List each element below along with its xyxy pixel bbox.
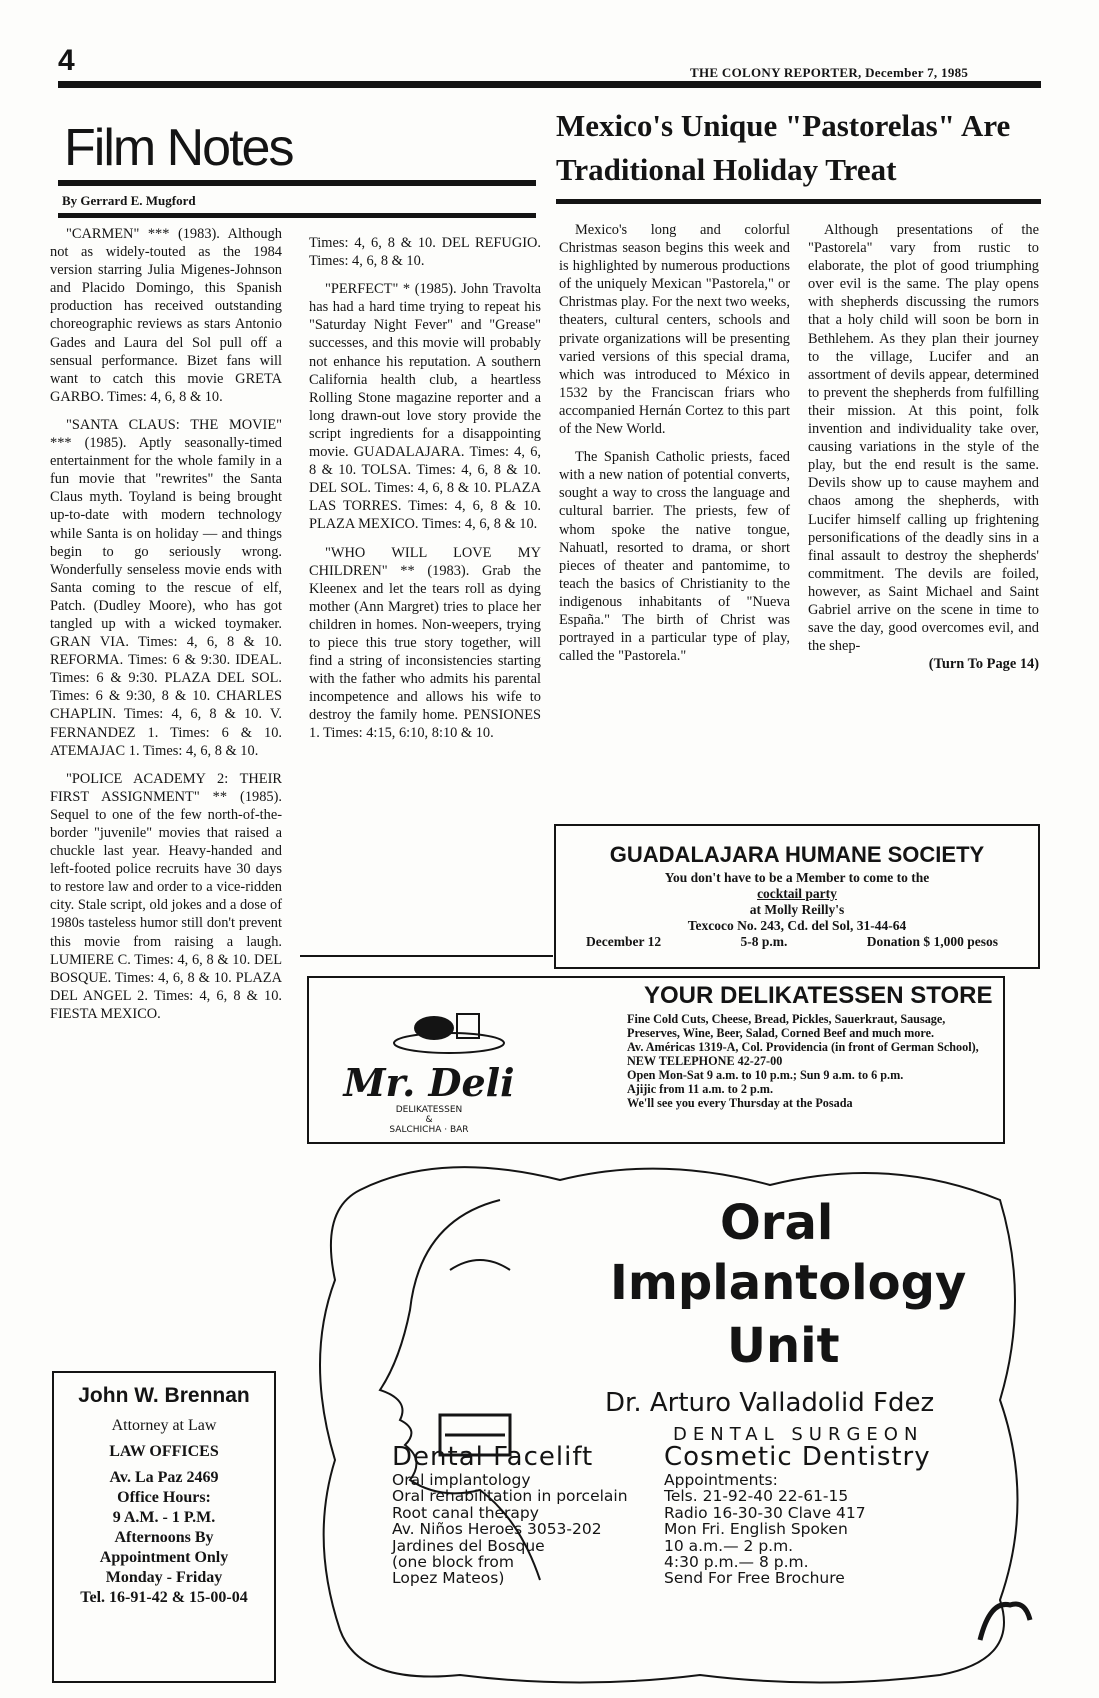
brennan-offices: LAW OFFICES (109, 1443, 219, 1460)
oral-ad-border (300, 1160, 1040, 1690)
oral-left-line: Oral implantology (392, 1471, 531, 1489)
top-rule (58, 81, 1041, 88)
humane-time: 5-8 p.m. (740, 934, 788, 949)
oral-right-line: 4:30 p.m.— 8 p.m. (664, 1553, 809, 1572)
santa-claus-review: "SANTA CLAUS: THE MOVIE" *** (1985). Aptly seasonally-timed entertainment for the whole family in a fun movie that "rewrites" the Santa Claus myth. Toyland is being brought up-to-date with modern technology while Santa is on holiday — and things begin to go seriously wrong. Wonderfully senseless movie ends with Santa coming to the rescue of elf, Patch. (Dudley Moore), who has got tangled up with a wicked toymaker. GRAN VIA. Times: 4, 6, 8 & 10. REFORMA. Times: 6 & 9:30. IDEAL. Times: 6 & 9:30. PLAZA DEL SOL. Times: 6 & 9:30, 8 & 10. CHARLES CHAPLIN. Times: 4, 6, 8 & 10. V. FERNANDEZ 1. Times: 6 & 10. ATEMAJAC 1. Times: 4, 6, 8 & 10. (50, 416, 282, 759)
humane-date: December 12 (586, 934, 662, 949)
byline-rule (58, 213, 536, 218)
pastorelas-para-2: The Spanish Catholic priests, faced with a new nation of potential converts, sought a way to cross the language and cultural barrier. The priests, few of whom spoke the native tongue, Nahuatl, resorted to drama, or short pieces of theater and pantomime, to teach the basics of Christianity to the indigenous inhabitants of "Nueva España." The birth of Christ was portrayed in a particular type of play, called the "Pastorela." (559, 449, 790, 665)
mr-deli-logo (329, 998, 529, 1135)
police-academy-review: "POLICE ACADEMY 2: THEIR FIRST ASSIGNMENT" ** (1985). Sequel to one of the few north-of-the-border "juvenile" movies that raised a chuckle last year. Heavy-handed and left-footed police recruits have 30 days to restore law and order to a vice-ridden city. Stale script, old jokes and a dose of 1980s tasteless humor still don't prevent this movie from raising a laugh. LUMIERE C. Times: 4, 6, 8 & 10. DEL BOSQUE. Times: 4, 6, 8 & 10. PLAZA DEL ANGEL 2. Times: 4, 6, 8 & 10. FIESTA MEXICO. (50, 770, 282, 1022)
brennan-appt: Appointment Only (99, 1549, 229, 1566)
brennan-tel: Tel. 16-91-42 & 15-00-04 (80, 1589, 248, 1606)
brennan-afternoons: Afternoons By (114, 1529, 214, 1546)
carmen-review: "CARMEN" *** (1983). Although not as widely-touted as the 1984 version starring Julia Migenes-Johnson and Placido Domingo, this Spanish production has received outstanding choreographic reviews as stars Antonio Gades and Laura del Sol pull off a sensual performance. Bizet fans will want to catch this movie GRETA GARBO. Times: 4, 6, 8 & 10. (50, 226, 282, 405)
pastorelas-headline: Mexico's Unique "Pastorelas" Are Traditional Holiday Treat (556, 108, 1011, 187)
deli-products: Fine Cold Cuts, Cheese, Bread, Pickles, Sauerkraut, Sausage, Preserves, Wine, Beer, Salad, Corned Beef and much more. (627, 1012, 946, 1040)
oral-title-1: Oral (720, 1195, 834, 1251)
humane-line-1: You don't have to be a Member to come to the (664, 870, 930, 885)
oral-left-line: Oral rehabilitation in porcelain (392, 1487, 628, 1506)
perfect-review: "PERFECT" * (1985). John Travolta has had a hard time trying to repeat his "Saturday Night Fever" and "Grease" successes, and this movie will probably not enhance his reputation. A southern California health club, a heartless Rolling Stone magazine reporter and a long drawn-out love story provide the script ingredients for a disappointing movie. GUADALAJARA. Times: 4, 6, 8 & 10. TOLSA. Times: 4, 6, 8 & 10. DEL SOL. Times: 4, 6, 8 & 10. PLAZA LAS TORRES. Times: 4, 6, 8 & 10. PLAZA MEXICO. Times: 4, 6, 8 & 10. (309, 281, 541, 533)
brennan-name: John W. Brennan (78, 1384, 250, 1407)
deli-platter-icon (329, 998, 529, 1058)
title-rule (58, 180, 536, 186)
mr-deli-ad (307, 976, 1005, 1144)
oral-title-2: Implantology (610, 1255, 967, 1311)
film-column-1 (50, 225, 282, 1033)
pastorelas-para-1: Mexico's long and colorful Christmas season begins this week and is highlighted by numerous productions of the uniquely Mexican "Pastorela," or Christmas play. For the next two weeks, theaters, cultural centers, schools and private organizations will be presenting varied versions of this special drama, which was introduced to México in 1532 by the Franciscan friars who accompanied Hernán Cortez to this part of the New World. (559, 222, 790, 438)
oral-left-line: Root canal therapy (392, 1503, 539, 1522)
masthead: THE COLONY REPORTER, December 7, 1985 (690, 65, 969, 80)
pastorelas-column-2 (808, 221, 1039, 673)
film-notes-title: Film Notes (64, 119, 293, 177)
headline-rule (556, 199, 1041, 204)
deli-ajijic: Ajijic from 11 a.m. to 2 p.m. (627, 1082, 773, 1096)
deli-address: Av. Américas 1319-A, Col. Providencia (in front of German School), NEW TELEPHONE 42-27-00 (627, 1040, 979, 1068)
column-separator (300, 955, 536, 957)
deli-logo-sub1: DELIKATESSEN (395, 1105, 463, 1115)
cosmetic-dentistry: Cosmetic Dentistry (664, 1442, 931, 1472)
oral-right-line: Appointments: (664, 1471, 778, 1489)
humane-donation: Donation $ 1,000 pesos (866, 934, 998, 949)
brennan-role: Attorney at Law (111, 1417, 217, 1434)
oral-left-line: Jardines del Bosque (392, 1536, 545, 1555)
humane-society-ad (554, 824, 1040, 969)
brennan-hours: 9 A.M. - 1 P.M. (112, 1509, 216, 1526)
deli-logo-sub3: SALCHICHA · BAR (389, 1125, 469, 1135)
pastorelas-para-3: Although presentations of the "Pastorela" vary from rustic to elaborate, the plot of good triumphing over evil is the same. The play opens with shepherds discussing the rumors that a holy child will soon be born in Bethlehem. As they plan their journey to the village, Lucifer and an assortment of devils appear, determined to prevent the shepherds from fulfilling their mission. At this point, folk invention and individuality take over, causing variations in the style of the play, but the end result is the same. Devils show up to cause mayhem and chaos among the shepherds, with Lucifer himself calling up frightening personifications of the deadly sins in a final assault to destroy the shepherds' commitment. The devils are foiled, however, as Saint Michael and Saint Gabriel arrive on the scene in time to save the day, good overcomes evil, and the shep- (808, 222, 1039, 655)
oral-right-line: Radio 16-30-30 Clave 417 (664, 1503, 866, 1522)
oral-title-3: Unit (727, 1318, 840, 1374)
humane-line-2: cocktail party (757, 886, 837, 901)
oral-right-line: Tels. 21-92-40 22-61-15 (664, 1487, 849, 1506)
deli-body (627, 1012, 997, 1110)
byline: By Gerrard E. Mugford (62, 193, 196, 208)
oral-services-list (392, 1472, 628, 1587)
brennan-hours-label: Office Hours: (117, 1489, 211, 1506)
humane-body (556, 870, 1038, 950)
who-will-love-review: "WHO WILL LOVE MY CHILDREN" ** (1983). Grab the Kleenex and let the tears roll as dying mother (Ann Margret) tries to place her children in homes. Non-weepers, trying to piece this true story together, will find a string of inconsistencies starting with the father who admits his parental incompetence and allows his wife to destroy the family home. PENSIONES 1. Times: 4:15, 6:10, 8:10 & 10. (309, 544, 541, 742)
fiesta-mexico-times: Times: 4, 6, 8 & 10. DEL REFUGIO. Times: 4, 6, 8 & 10. (309, 235, 541, 270)
pastorelas-column-1 (559, 221, 790, 675)
oral-left-line: Lopez Mateos) (392, 1569, 505, 1588)
deli-title: YOUR DELIKATESSEN STORE (644, 982, 993, 1009)
oral-right-line: Mon Fri. English Spoken (664, 1520, 848, 1539)
page-number: 4 (58, 44, 75, 77)
humane-line-4: Texcoco No. 243, Cd. del Sol, 31-44-64 (687, 918, 907, 933)
brennan-ad (52, 1371, 276, 1683)
doctor-name: Dr. Arturo Valladolid Fdez (605, 1388, 935, 1418)
dental-facelift: Dental Facelift (392, 1442, 594, 1472)
humane-line-3: at Molly Reilly's (749, 902, 845, 917)
brennan-address: Av. La Paz 2469 (109, 1469, 219, 1486)
oral-left-line: (one block from (392, 1553, 514, 1572)
deli-posada: We'll see you every Thursday at the Posada (627, 1096, 853, 1110)
oral-left-line: Av. Niños Heroes 3053-202 (392, 1520, 602, 1539)
continued-note: (Turn To Page 14) (928, 656, 1039, 673)
deli-hours: Open Mon-Sat 9 a.m. to 10 p.m.; Sun 9 a.m. to 6 p.m. (627, 1068, 904, 1082)
deli-logo-sub2: & (425, 1115, 433, 1125)
film-column-2 (309, 234, 541, 753)
oral-contact-list (664, 1472, 866, 1587)
humane-title: GUADALAJARA HUMANE SOCIETY (609, 842, 985, 867)
separator-tail (536, 955, 553, 957)
deli-logo-text: Mr. Deli (343, 1060, 515, 1105)
brennan-days: Monday - Friday (105, 1569, 223, 1586)
oral-right-line: 10 a.m.— 2 p.m. (664, 1536, 794, 1555)
dental-surgeon: DENTAL SURGEON (673, 1424, 924, 1445)
oral-right-line: Send For Free Brochure (664, 1569, 845, 1588)
